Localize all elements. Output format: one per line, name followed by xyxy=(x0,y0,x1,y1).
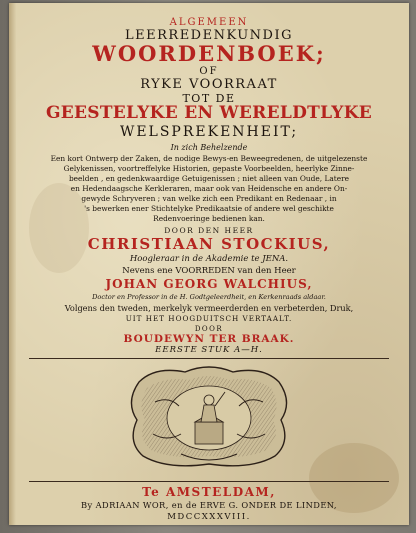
desc-line-4: beelden , en gedenkwaardige Getuigenissen ; niet alleen van Oude, Latere xyxy=(68,174,350,183)
preface-author-name: JOHAN GEORG WALCHIUS, xyxy=(105,277,313,291)
desc-line-8: Redenvoeringe bedienen kan. xyxy=(153,214,265,223)
title-line-8: WELSPREKENHEIT; xyxy=(119,124,299,140)
divider-rule-bottom xyxy=(29,481,389,482)
title-page xyxy=(9,3,409,525)
preface-intro: Nevens ene VOORREDEN van den Heer xyxy=(122,266,296,276)
desc-line-3: Gelykenissen, voortreffelyke Historien, gepaste Voorbeelden, heerlyke Zinne- xyxy=(63,164,355,173)
desc-line-5: en Hedendaagsche Kerkleraren, maar ook van Heidensche en andere On- xyxy=(70,184,348,193)
edition-line: Volgens den tweden, merkelyk vermeerderden en verbeterden, Druk, xyxy=(64,303,354,313)
imprint-year: MDCCXXXVIII. xyxy=(167,512,251,522)
translator-intro: DOOR xyxy=(194,325,224,333)
preface-author-title: Doctor en Professor in de H. Godtgeleerdheit, en Kerkenraads aldaar. xyxy=(92,293,326,301)
main-title: WOORDENBOEK; xyxy=(92,41,326,66)
title-line-2: LEERREDENKUNDIG xyxy=(125,28,293,43)
imprint-city: Te AMSTELDAM, xyxy=(142,485,276,499)
translator-name: BOUDEWYN TER BRAAK. xyxy=(123,333,295,345)
title-line-6: TOT DE xyxy=(182,92,236,105)
divider-rule xyxy=(29,358,389,359)
author-title: Hoogleraar in de Akademie te JENA. xyxy=(129,254,289,264)
printer-device-engraving-icon xyxy=(125,362,293,472)
title-line-5: RYKE VOORRAAT xyxy=(140,77,278,92)
desc-line-1: In zich Behelzende xyxy=(170,143,248,152)
title-line-7: GEESTELYKE EN WERELDTLYKE xyxy=(45,103,373,123)
author-intro: DOOR DEN HEER xyxy=(164,226,254,235)
volume-line: EERSTE STUK A—H. xyxy=(155,345,263,355)
imprint-publisher: By ADRIAAN WOR, en de ERVE G. ONDER DE LINDEN, xyxy=(81,500,337,510)
desc-line-6: gewyde Schryveren ; van welke zich een Predikant en Redenaar , in xyxy=(81,194,337,203)
translation-line: UIT HET HOOGDUITSCH VERTAALT. xyxy=(125,314,293,323)
desc-line-2: Een kort Ontwerp der Zaken, de nodige Bewys-en Beweegredenen, de uitgelezenste xyxy=(50,154,368,163)
title-line-1: ALGEMEEN xyxy=(169,17,249,28)
author-name: CHRISTIAAN STOCKIUS, xyxy=(87,235,331,253)
desc-line-7: 's bewerken ener Stichtelyke Predikaatsie of andere wel geschikte xyxy=(84,204,334,213)
title-line-4: OF xyxy=(199,66,219,77)
